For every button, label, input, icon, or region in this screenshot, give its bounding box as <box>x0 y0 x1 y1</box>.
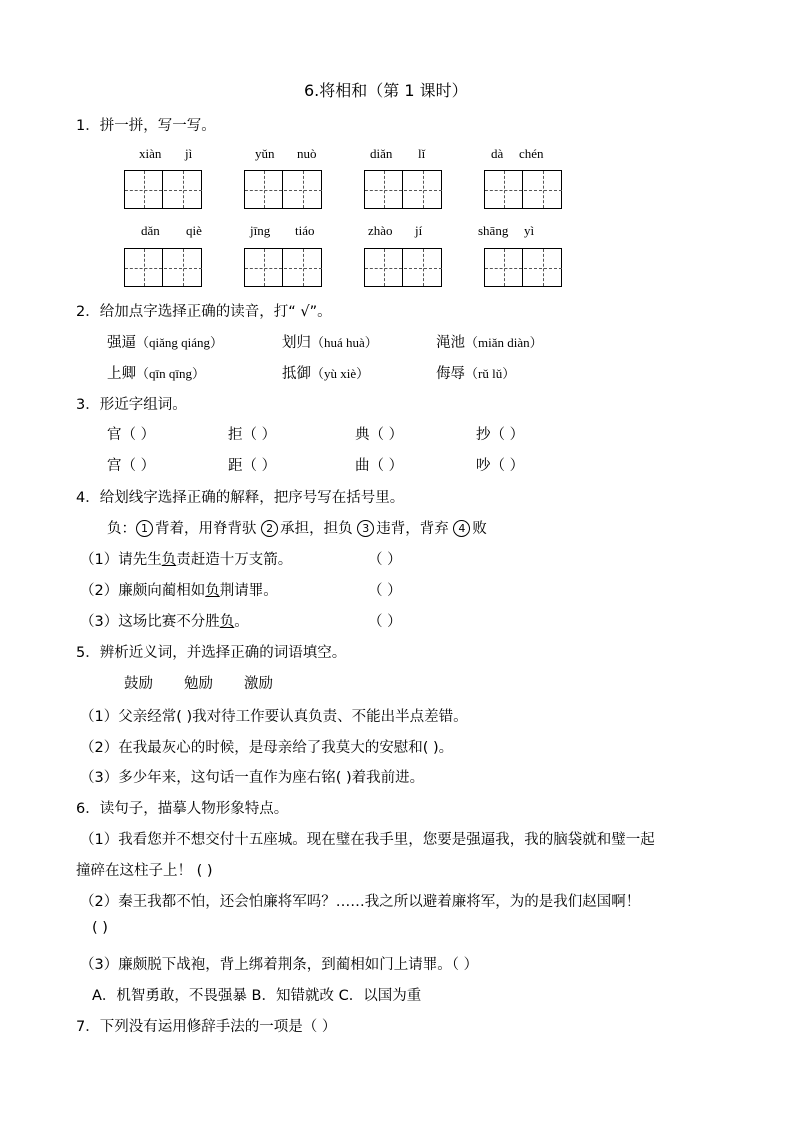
q3-item[interactable]: 宫（ ） <box>107 458 156 474</box>
pinyin: jì <box>185 146 193 161</box>
pinyin: jīng <box>250 223 271 238</box>
q2-word: 划归 <box>282 335 311 351</box>
q3-item[interactable]: 官（ ） <box>107 427 156 443</box>
q6-options: A．机智勇敢，不畏强暴 B．知错就改 C．以国为重 <box>92 988 422 1004</box>
q4-definitions <box>107 517 487 538</box>
q4-def: 违背，背弃 <box>376 521 449 537</box>
writing-grid[interactable] <box>244 248 322 287</box>
q6-heading: 6．读句子，描摹人物形象特点。 <box>76 801 289 817</box>
writing-grid[interactable] <box>484 248 562 287</box>
writing-grid[interactable] <box>124 248 202 287</box>
q4-heading: 4．给划线字选择正确的解释，把序号写在括号里。 <box>76 490 405 506</box>
q3-item[interactable]: 吵（ ） <box>476 458 525 474</box>
q5-heading: 5．辨析近义词，并选择正确的词语填空。 <box>76 645 347 661</box>
q2-item[interactable] <box>107 331 223 352</box>
pinyin: lǐ <box>418 146 426 161</box>
q4-item <box>80 610 249 631</box>
q3-item[interactable]: 典（ ） <box>355 427 404 443</box>
answer-paren[interactable]: （ ） <box>368 614 402 630</box>
q5-word: 激励 <box>244 676 273 692</box>
q3-item[interactable]: 抄（ ） <box>476 427 525 443</box>
writing-grid[interactable] <box>244 170 322 209</box>
q3-item[interactable]: 拒（ ） <box>228 427 277 443</box>
q2-heading: 2．给加点字选择正确的读音，打“ √”。 <box>76 304 332 320</box>
writing-grid[interactable] <box>364 170 442 209</box>
pinyin: yǔn <box>255 146 275 161</box>
q2-options: （qīn qīng） <box>136 366 205 381</box>
pinyin: shāng <box>478 223 509 238</box>
underlined-char: 负 <box>205 583 220 599</box>
pinyin: qiè <box>186 223 202 238</box>
q2-options: （yù xiè） <box>311 366 370 381</box>
q2-item[interactable] <box>282 362 369 383</box>
circled-number: 1 <box>136 520 153 537</box>
q3-heading: 3．形近字组词。 <box>76 397 187 413</box>
q4-item-text: 。 <box>234 614 249 630</box>
q1-heading: 1．拼一拼，写一写。 <box>76 118 216 134</box>
q6-item-line: （2）秦王我都不怕，还会怕廉将军吗？……我之所以避着廉将军，为的是我们赵国啊！ <box>80 894 641 910</box>
q2-options: （miǎn diàn） <box>465 335 543 350</box>
q2-options: （qiǎng qiáng） <box>136 335 224 350</box>
q5-word: 鼓励 <box>124 676 153 692</box>
q5-item[interactable]: （3）多少年来，这句话一直作为座右铭( )着我前进。 <box>80 770 425 786</box>
q5-item[interactable]: （2）在我最灰心的时候，是母亲给了我莫大的安慰和( )。 <box>80 740 454 756</box>
pinyin: tiáo <box>295 223 315 238</box>
q2-item[interactable] <box>436 362 515 383</box>
pinyin: jí <box>415 223 423 238</box>
pinyin: dà <box>491 146 504 161</box>
q3-item[interactable]: 曲（ ） <box>355 458 404 474</box>
q4-item <box>80 548 292 569</box>
pinyin: xiàn <box>139 146 162 161</box>
q4-def: 承担，担负 <box>280 521 353 537</box>
q2-word: 渑池 <box>436 335 465 351</box>
q4-def-label: 负： <box>107 521 136 537</box>
pinyin: zhào <box>368 223 393 238</box>
q2-word: 强逼 <box>107 335 136 351</box>
q2-options: （rǔ lǔ） <box>465 366 516 381</box>
q2-word: 上卿 <box>107 366 136 382</box>
q6-item-line[interactable]: （3）廉颇脱下战袍，背上绑着荆条，到蔺相如门上请罪。（ ） <box>80 957 479 973</box>
answer-paren[interactable]: （ ） <box>368 552 402 568</box>
pinyin: nuò <box>297 146 317 161</box>
pinyin: dǎn <box>141 223 160 238</box>
q4-item-text: 荆请罪。 <box>219 583 278 599</box>
circled-number: 2 <box>261 520 278 537</box>
q5-item[interactable]: （1）父亲经常( )我对待工作要认真负责、不能出半点差错。 <box>80 709 468 725</box>
writing-grid[interactable] <box>484 170 562 209</box>
q2-word: 侮辱 <box>436 366 465 382</box>
q2-item[interactable] <box>107 362 205 383</box>
pinyin: chén <box>519 146 544 161</box>
pinyin: diǎn <box>370 146 393 161</box>
writing-grid[interactable] <box>124 170 202 209</box>
q4-item-text: （3）这场比赛不分胜 <box>80 614 220 630</box>
circled-number: 4 <box>453 520 470 537</box>
q4-item-text: （1）请先生 <box>80 552 162 568</box>
q4-item-text: 责赶造十万支箭。 <box>176 552 293 568</box>
q4-def: 败 <box>472 521 487 537</box>
q4-item-text: （2）廉颇向蔺相如 <box>80 583 206 599</box>
underlined-char: 负 <box>161 552 177 568</box>
q7-heading[interactable]: 7．下列没有运用修辞手法的一项是（ ） <box>76 1019 337 1035</box>
q6-item-line[interactable]: 撞碎在这柱子上！ ( ) <box>76 863 213 879</box>
pinyin: yì <box>524 223 535 238</box>
q2-item[interactable] <box>436 331 543 352</box>
q2-options: （huá huà） <box>311 335 378 350</box>
q2-word: 抵御 <box>282 366 311 382</box>
underlined-char: 负 <box>219 614 235 630</box>
q6-item-line: （1）我看您并不想交付十五座城。现在璧在我手里，您要是强逼我，我的脑袋就和璧一起 <box>80 832 655 848</box>
circled-number: 3 <box>357 520 374 537</box>
page-title: 6.将相和（第 1 课时） <box>304 81 468 100</box>
q2-item[interactable] <box>282 331 378 352</box>
q6-answer-paren[interactable]: ( ) <box>92 920 108 936</box>
q5-word: 勉励 <box>184 676 213 692</box>
q3-item[interactable]: 距（ ） <box>228 458 277 474</box>
q4-item <box>80 579 278 600</box>
writing-grid[interactable] <box>364 248 442 287</box>
answer-paren[interactable]: （ ） <box>368 583 402 599</box>
q4-def: 背着，用脊背驮 <box>155 521 257 537</box>
